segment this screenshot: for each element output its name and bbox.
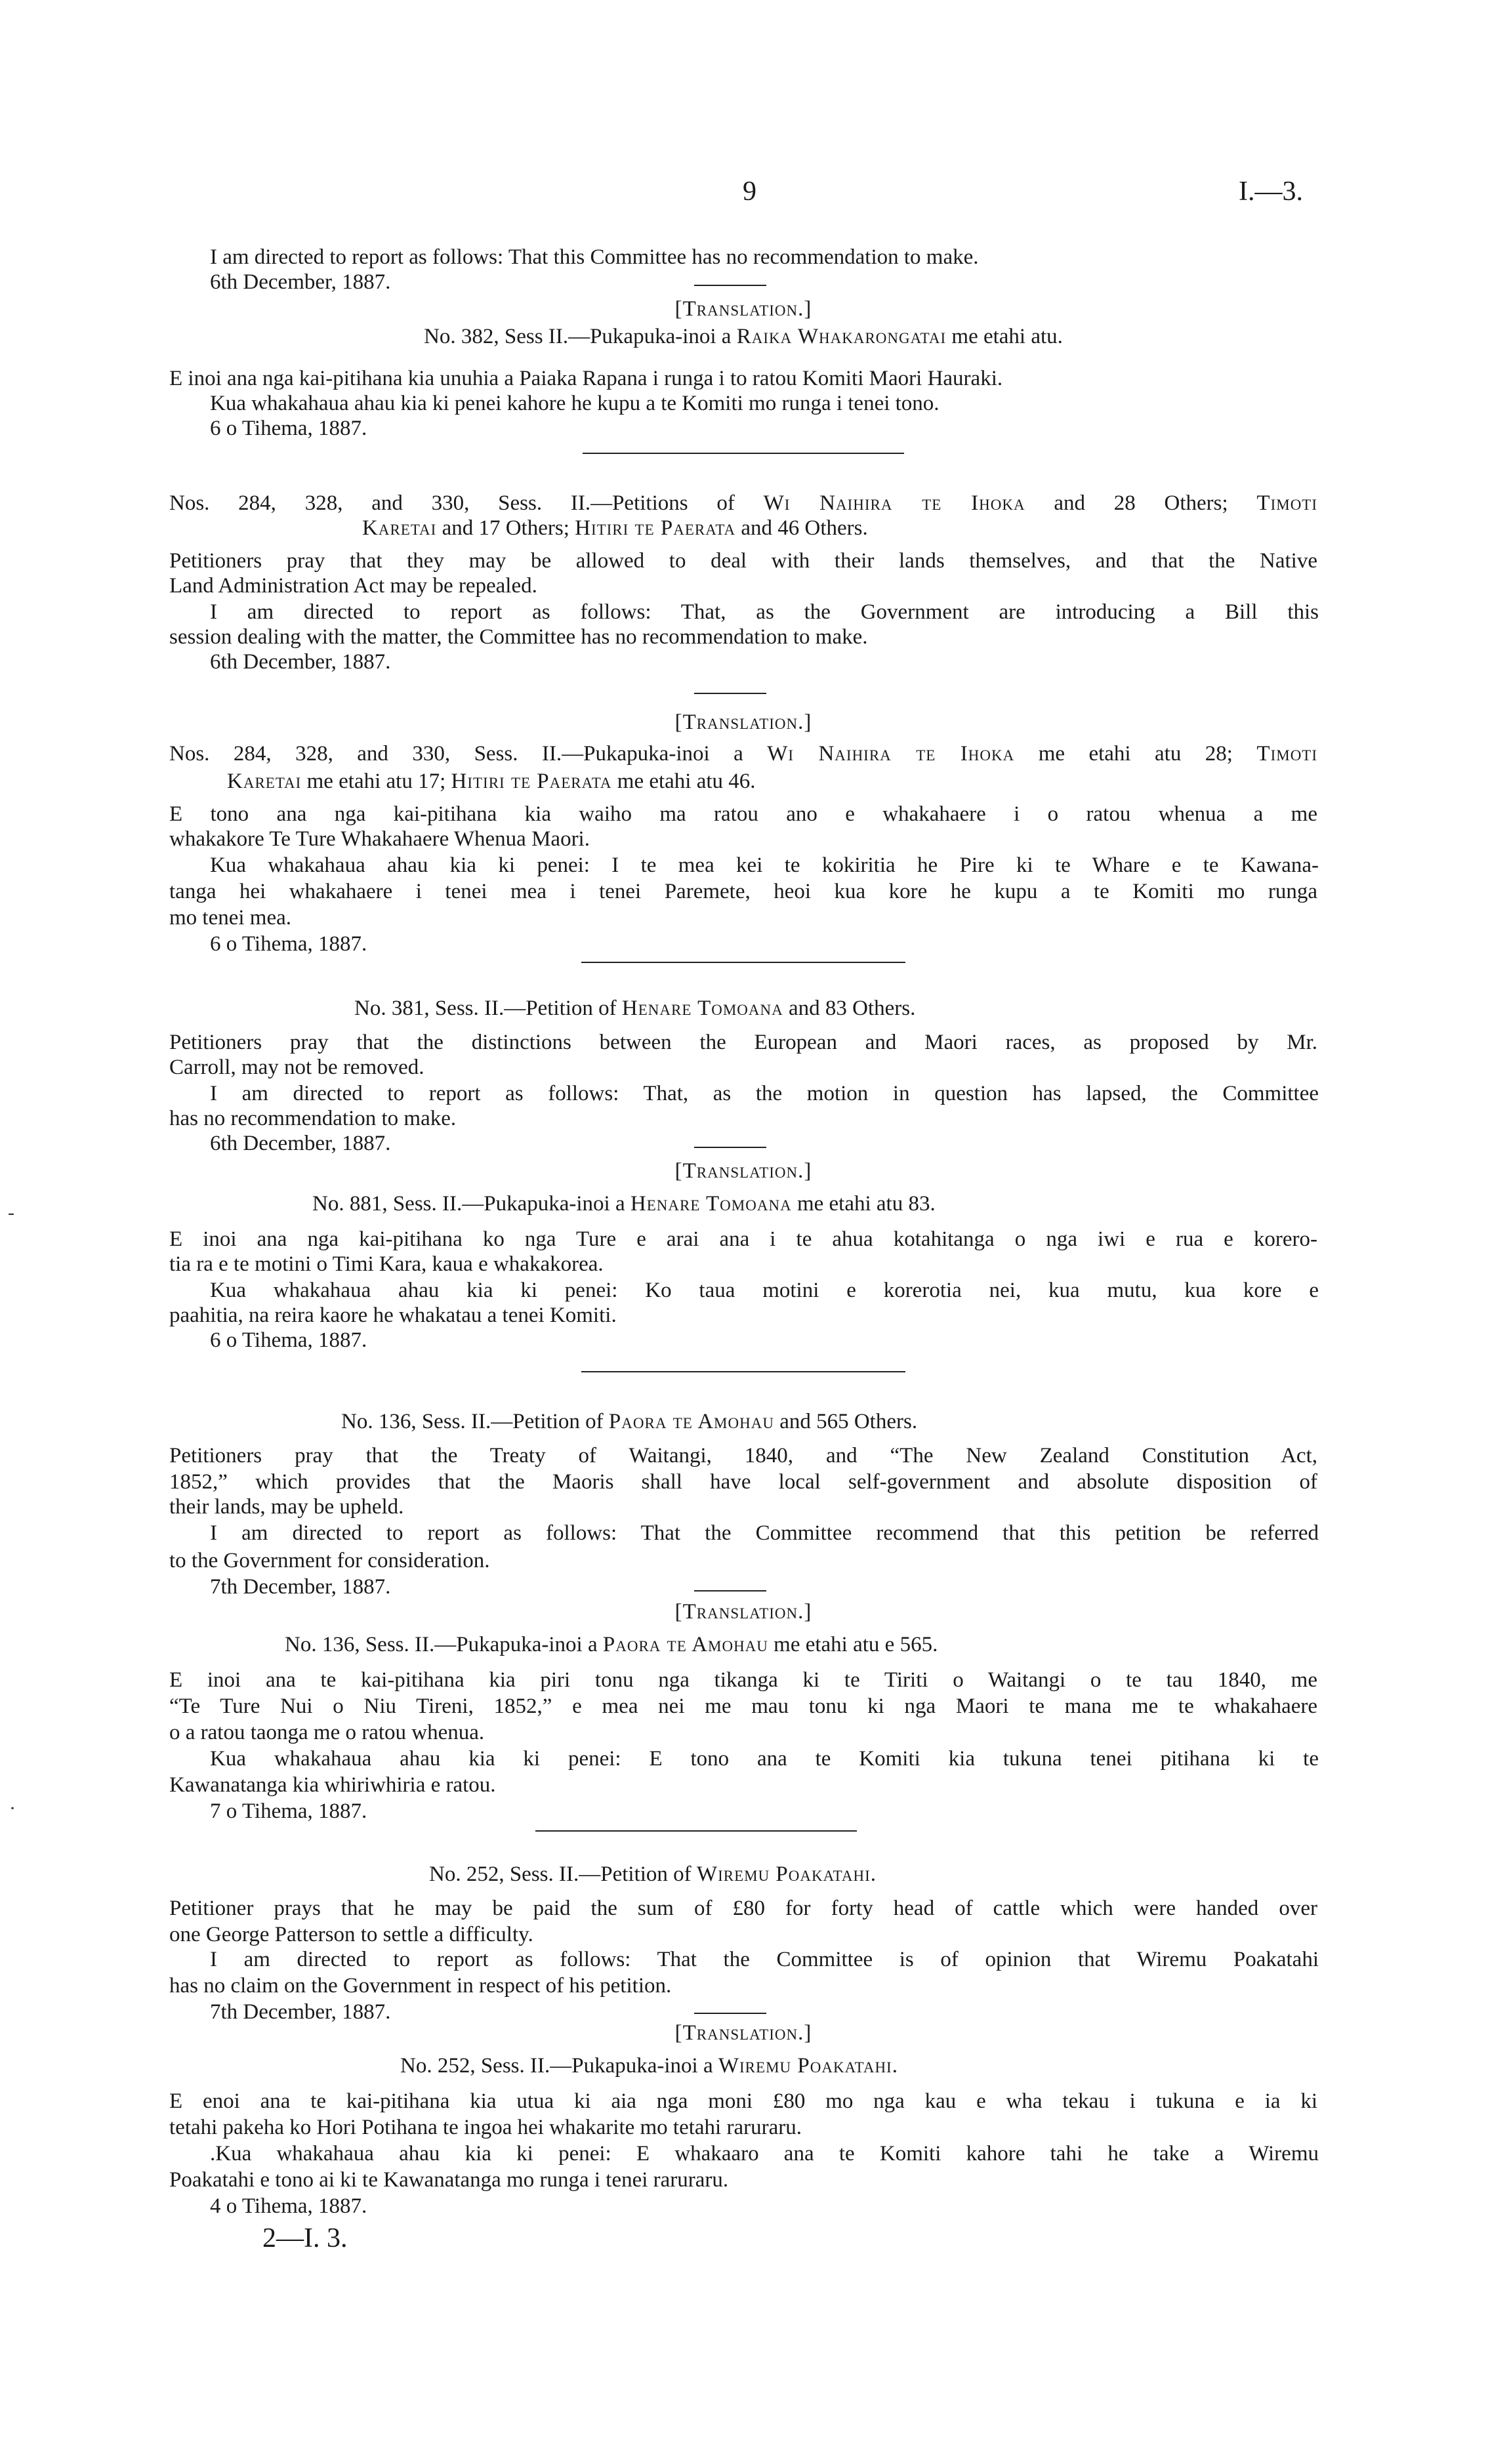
s3-title: No. 381, Sess. II.—Petition of Henare Tomoana and 83 Others. xyxy=(354,996,916,1020)
s2-report-line-2: session dealing with the matter, the Committee has no recommendation to make. xyxy=(169,625,868,649)
section-separator xyxy=(581,1371,905,1372)
s2-maori-line-3: Kua whakahaua ahau kia ki penei: I te mea kei te kokiritia he Pire ki te Whare e te Kawana- xyxy=(210,853,1319,877)
s4-date: 7th December, 1887. xyxy=(210,1575,391,1599)
s4-title: No. 136, Sess. II.—Petition of Paora te Amohau and 565 Others. xyxy=(341,1410,918,1433)
s2-title-line-2: Karetai and 17 Others; Hitiri te Paerata and 46 Others. xyxy=(362,516,868,540)
s2-petition-line-1: Petitioners pray that they may be allowed to deal with their lands themselves, and that the Native xyxy=(169,549,1317,573)
s4-maori-line-4: Kua whakahaua ahau kia ki penei: E tono ana te Komiti kia tukuna tenei pitihana ki te xyxy=(210,1747,1319,1771)
page-number: 9 xyxy=(743,176,756,207)
s2-maori-line-2: whakakore Te Ture Whakahaere Whenua Maori. xyxy=(169,827,590,851)
s3-petition-line-2: Carroll, may not be removed. xyxy=(169,1056,424,1079)
divider xyxy=(694,285,766,286)
section-separator xyxy=(535,1830,857,1832)
s5-petition-line-1: Petitioner prays that he may be paid the sum of £80 for forty head of cattle which were handed over xyxy=(169,1897,1317,1920)
divider xyxy=(694,1590,766,1591)
s5-maori-line-2: tetahi pakeha ko Hori Potihana te ingoa hei whakarite mo tetahi raruraru. xyxy=(169,2116,802,2139)
s3-report-line-1: I am directed to report as follows: That, as the motion in question has lapsed, the Committee xyxy=(210,1082,1319,1105)
s3-maori-title: No. 881, Sess. II.—Pukapuka-inoi a Henare Tomoana me etahi atu 83. xyxy=(312,1192,936,1216)
s4-petition-line-2: 1852,” which provides that the Maoris shall have local self-government and absolute disposition of xyxy=(169,1470,1317,1494)
s4-petition-line-1: Petitioners pray that the Treaty of Waitangi, 1840, and “The New Zealand Constitution Act, xyxy=(169,1444,1317,1468)
s2-maori-date: 6 o Tihema, 1887. xyxy=(210,932,367,956)
margin-mark: · xyxy=(9,1797,16,1819)
s4-maori-line-1: E inoi ana te kai-pitihana kia piri tonu nga tikanga ki te Tiriti o Waitangi o te tau 1840, me xyxy=(169,1668,1317,1692)
section-separator xyxy=(581,962,905,963)
s4-maori-line-3: o a ratou taonga me o ratou whenua. xyxy=(169,1721,485,1744)
margin-mark: ‐ xyxy=(8,1202,14,1223)
s5-maori-line-1: E enoi ana te kai-pitihana kia utua ki aia nga moni £80 mo nga kau e wha tekau i tukuna e ia ki xyxy=(169,2089,1317,2113)
s2-title-line-1: Nos. 284, 328, and 330, Sess. II.—Petitions of Wi Naihira te Ihoka and 28 Others; Timoti xyxy=(169,491,1318,515)
signature-mark: 2—I. 3. xyxy=(262,2223,348,2253)
s3-date: 6th December, 1887. xyxy=(210,1132,391,1155)
s3-maori-line-2: tia ra e te motini o Timi Kara, kaua e whakakorea. xyxy=(169,1252,604,1276)
s2-translation-label: [Translation.] xyxy=(674,710,812,734)
s1-translation-label: [Translation.] xyxy=(674,297,812,321)
s3-maori-line-1: E inoi ana nga kai-pitihana ko nga Ture e arai ana i te ahua kotahitanga o nga iwi e rua e korero- xyxy=(169,1227,1317,1251)
s2-maori-line-5: mo tenei mea. xyxy=(169,906,292,930)
s2-maori-line-1: E tono ana nga kai-pitihana kia waiho ma ratou ano e whakahaere i o ratou whenua a me xyxy=(169,802,1317,826)
s4-maori-line-5: Kawanatanga kia whiriwhiria e ratou. xyxy=(169,1773,496,1797)
s2-maori-title-line-2: Karetai me etahi atu 17; Hitiri te Paerata me etahi atu 46. xyxy=(227,770,756,793)
s5-maori-line-3: .Kua whakahaua ahau kia ki penei: E whakaaro ana te Komiti kahore tahi he take a Wiremu xyxy=(210,2142,1319,2166)
s1-maori-title: No. 382, Sess II.—Pukapuka-inoi a Raika Whakarongatai me etahi atu. xyxy=(424,325,1063,348)
divider xyxy=(694,2013,766,2014)
s1-date: 6th December, 1887. xyxy=(210,270,391,294)
s4-translation-label: [Translation.] xyxy=(674,1600,812,1624)
page-reference: I.—3. xyxy=(1239,176,1303,207)
s5-title: No. 252, Sess. II.—Petition of Wiremu Poakatahi. xyxy=(429,1862,877,1886)
s4-maori-title: No. 136, Sess. II.—Pukapuka-inoi a Paora te Amohau me etahi atu e 565. xyxy=(285,1633,938,1656)
s1-maori-date: 6 o Tihema, 1887. xyxy=(210,417,367,440)
s5-translation-label: [Translation.] xyxy=(674,2021,812,2045)
s3-maori-line-4: paahitia, na reira kaore he whakatau a tenei Komiti. xyxy=(169,1304,617,1327)
s3-translation-label: [Translation.] xyxy=(674,1159,812,1183)
divider xyxy=(694,1147,766,1148)
s4-petition-line-3: their lands, may be upheld. xyxy=(169,1495,404,1519)
s4-report-line-2: to the Government for consideration. xyxy=(169,1549,490,1572)
s5-maori-line-4: Poakatahi e tono ai ki te Kawanatanga mo runga i tenei raruraru. xyxy=(169,2168,729,2192)
s3-report-line-2: has no recommendation to make. xyxy=(169,1107,457,1130)
s2-maori-line-4: tanga hei whakahaere i tenei mea i tenei Paremete, heoi kua kore he kupu a te Komiti mo runga xyxy=(169,880,1317,903)
s1-maori-line-2: Kua whakahaua ahau kia ki penei kahore he kupu a te Komiti mo runga i tenei tono. xyxy=(210,392,940,415)
s1-maori-line-1: E inoi ana nga kai-pitihana kia unuhia a Paiaka Rapana i runga i to ratou Komiti Maori Hauraki. xyxy=(169,367,1003,390)
s5-report-line-1: I am directed to report as follows: That the Committee is of opinion that Wiremu Poakatahi xyxy=(210,1948,1319,1971)
divider xyxy=(694,693,766,694)
s5-date: 7th December, 1887. xyxy=(210,2000,391,2024)
section-separator xyxy=(583,453,904,454)
s5-report-line-2: has no claim on the Government in respect of his petition. xyxy=(169,1974,672,1998)
s3-petition-line-1: Petitioners pray that the distinctions between the European and Maori races, as proposed by Mr. xyxy=(169,1031,1317,1054)
s2-report-line-1: I am directed to report as follows: That, as the Government are introducing a Bill this xyxy=(210,600,1319,624)
s3-maori-line-3: Kua whakahaua ahau kia ki penei: Ko taua motini e korerotia nei, kua mutu, kua kore e xyxy=(210,1279,1319,1302)
s5-maori-date: 4 o Tihema, 1887. xyxy=(210,2194,367,2218)
s3-maori-date: 6 o Tihema, 1887. xyxy=(210,1328,367,1352)
s2-date: 6th December, 1887. xyxy=(210,650,391,674)
s5-petition-line-2: one George Patterson to settle a difficulty. xyxy=(169,1923,533,1946)
s4-maori-line-2: “Te Ture Nui o Niu Tireni, 1852,” e mea nei me mau tonu ki nga Maori te mana me te whakahaere xyxy=(169,1694,1317,1718)
s4-report-line-1: I am directed to report as follows: That the Committee recommend that this petition be referred xyxy=(210,1521,1319,1545)
s2-maori-title-line-1: Nos. 284, 328, and 330, Sess. II.—Pukapuka-inoi a Wi Naihira te Ihoka me etahi atu 28; Timoti xyxy=(169,742,1318,766)
s2-petition-line-2: Land Administration Act may be repealed. xyxy=(169,574,537,598)
s1-report: I am directed to report as follows: That this Committee has no recommendation to make. xyxy=(210,245,979,269)
s5-maori-title: No. 252, Sess. II.—Pukapuka-inoi a Wiremu Poakatahi. xyxy=(400,2054,898,2078)
s4-maori-date: 7 o Tihema, 1887. xyxy=(210,1799,367,1823)
